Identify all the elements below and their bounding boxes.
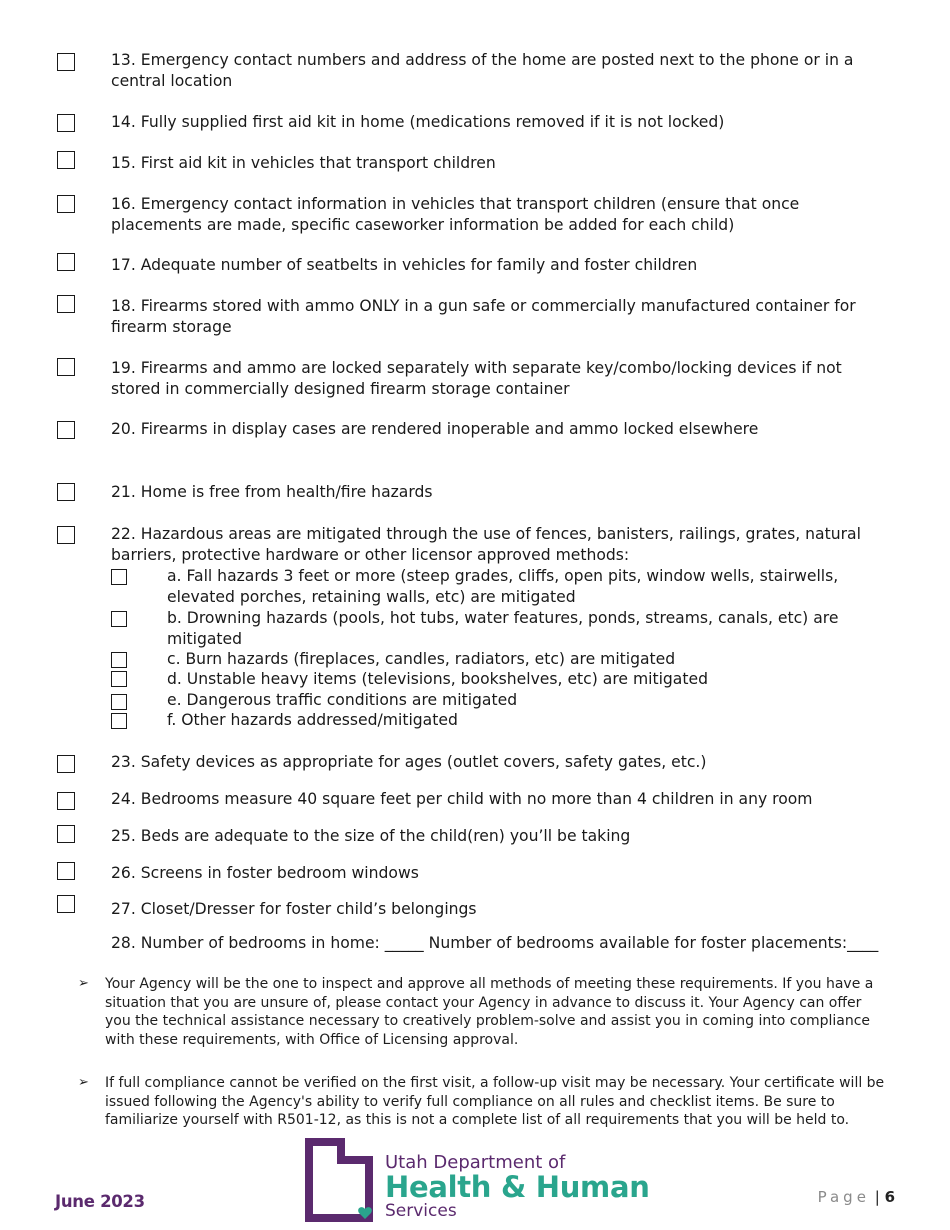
checkbox-14[interactable]	[57, 114, 75, 132]
checkbox-22[interactable]	[57, 526, 75, 544]
item-15: 15. First aid kit in vehicles that transport children	[111, 154, 496, 172]
note-agency-inspection: Your Agency will be the one to inspect and approve all methods of meeting these requirements. If you have a situation that you are unsure of, please contact your Agency in advance to discuss it. Your Agency can offer you the technical assistance necessary to creatively problem-solve and assist you in coming into compliance with these requirements, with Office of Licensing approval.	[105, 976, 874, 1048]
checkbox-16[interactable]	[57, 195, 75, 213]
checkbox-22b[interactable]	[111, 611, 127, 627]
item-19: 19. Firearms and ammo are locked separately with separate key/combo/locking devices if not stored in commercially designed firearm storage container	[111, 359, 842, 398]
checkbox-22f[interactable]	[111, 713, 127, 729]
note-bullet-icon: ➢	[78, 976, 89, 991]
subitem-22b: b. Drowning hazards (pools, hot tubs, water features, ponds, streams, canals, etc) are mitigated	[167, 609, 839, 648]
checkbox-22e[interactable]	[111, 694, 127, 710]
logo-line-2: Health & Human	[385, 1170, 650, 1204]
note-follow-up-visit: If full compliance cannot be verified on the first visit, a follow-up visit may be necessary. Your certificate will be issued following the Agency's ability to verify full compliance on all rules and checklist items. Be sure to familiarize yourself with R501-12, as this is not a complete list of all requirements that you will be held to.	[105, 1075, 885, 1129]
subitem-22f: f. Other hazards addressed/mitigated	[167, 711, 458, 729]
item-16: 16. Emergency contact information in vehicles that transport children (ensure that once placements are made, specific caseworker information be added for each child)	[111, 195, 800, 234]
checkbox-15[interactable]	[57, 151, 75, 169]
checkbox-17[interactable]	[57, 253, 75, 271]
page-number: 6	[884, 1188, 895, 1206]
checkbox-22a[interactable]	[111, 569, 127, 585]
checkbox-19[interactable]	[57, 358, 75, 376]
page-label: Page	[817, 1188, 870, 1206]
subitem-22a: a. Fall hazards 3 feet or more (steep grades, cliffs, open pits, window wells, stairwells, elevated porches, retaining walls, etc) are mitigated	[167, 567, 839, 606]
item-26: 26. Screens in foster bedroom windows	[111, 864, 419, 882]
footer-date: June 2023	[55, 1192, 145, 1211]
note-bullet-icon: ➢	[78, 1075, 89, 1090]
checkbox-24[interactable]	[57, 792, 75, 810]
item-14: 14. Fully supplied first aid kit in home (medications removed if it is not locked)	[111, 113, 725, 131]
item-21: 21. Home is free from health/fire hazards	[111, 483, 433, 501]
item-27: 27. Closet/Dresser for foster child’s belongings	[111, 900, 477, 918]
item-17: 17. Adequate number of seatbelts in vehicles for family and foster children	[111, 256, 698, 274]
checkbox-20[interactable]	[57, 421, 75, 439]
subitem-22c: c. Burn hazards (fireplaces, candles, radiators, etc) are mitigated	[167, 650, 676, 668]
checkbox-23[interactable]	[57, 755, 75, 773]
checkbox-25[interactable]	[57, 825, 75, 843]
checkbox-27[interactable]	[57, 895, 75, 913]
item-20: 20. Firearms in display cases are rendered inoperable and ammo locked elsewhere	[111, 420, 759, 438]
item-25: 25. Beds are adequate to the size of the child(ren) you’ll be taking	[111, 827, 631, 845]
item-18: 18. Firearms stored with ammo ONLY in a gun safe or commercially manufactured container for firearm storage	[111, 297, 856, 336]
subitem-22e: e. Dangerous traffic conditions are mitigated	[167, 691, 518, 709]
item-13: 13. Emergency contact numbers and address of the home are posted next to the phone or in a central location	[111, 51, 854, 90]
checkbox-18[interactable]	[57, 295, 75, 313]
page-separator: |	[874, 1188, 880, 1206]
item-22: 22. Hazardous areas are mitigated through the use of fences, banisters, railings, grates, natural barriers, protective hardware or other licensor approved methods:	[111, 525, 861, 564]
checkbox-22d[interactable]	[111, 671, 127, 687]
utah-state-outline-icon	[305, 1138, 377, 1223]
page-number-block	[818, 1188, 895, 1206]
logo-line-3: Services	[385, 1201, 457, 1221]
checkbox-22c[interactable]	[111, 652, 127, 668]
subitem-22d: d. Unstable heavy items (televisions, bookshelves, etc) are mitigated	[167, 670, 708, 688]
logo-line-1: Utah Department of	[385, 1152, 566, 1173]
checkbox-13[interactable]	[57, 53, 75, 71]
item-24: 24. Bedrooms measure 40 square feet per child with no more than 4 children in any room	[111, 790, 813, 808]
item-28: 28. Number of bedrooms in home: _____ Number of bedrooms available for foster placements:____	[111, 934, 879, 952]
checkbox-21[interactable]	[57, 483, 75, 501]
agency-logo	[305, 1138, 650, 1223]
checkbox-26[interactable]	[57, 862, 75, 880]
item-23: 23. Safety devices as appropriate for ages (outlet covers, safety gates, etc.)	[111, 753, 707, 771]
